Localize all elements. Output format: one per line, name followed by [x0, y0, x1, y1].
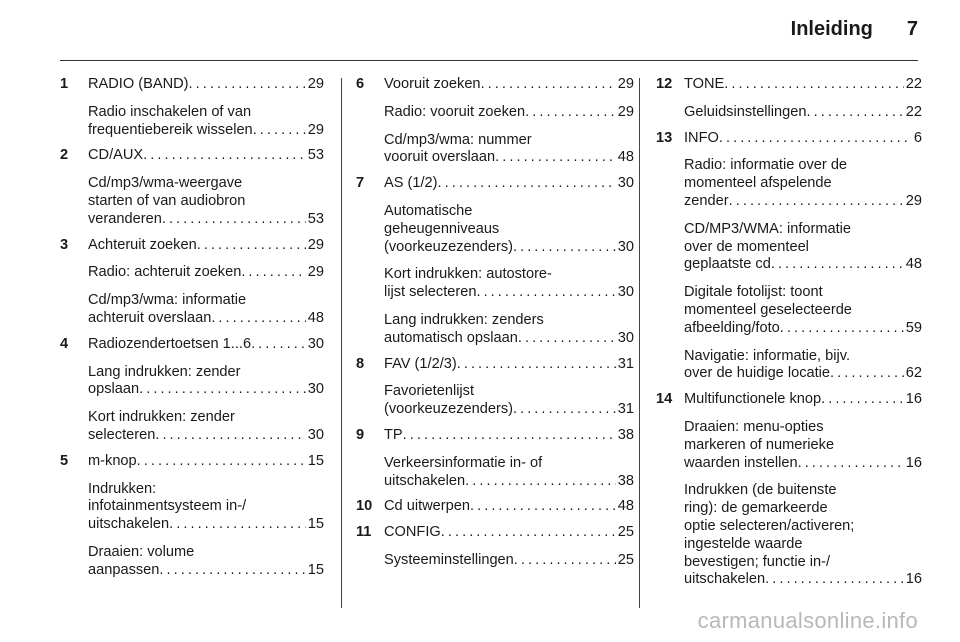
page-header — [791, 18, 918, 41]
entry-text: automatisch opslaan — [384, 329, 518, 346]
sub-entry — [88, 481, 324, 534]
entry-line — [88, 76, 324, 94]
entry-text: Digitale fotolijst: toont — [684, 284, 823, 301]
page-reference: 48 — [617, 498, 634, 515]
dot-leader — [771, 256, 904, 274]
dot-leader — [169, 516, 306, 534]
entry-text: Achteruit zoeken — [88, 236, 197, 253]
entry-line — [684, 536, 922, 554]
entry-line — [88, 516, 324, 534]
entry-text: m-knop — [88, 452, 137, 469]
dot-leader — [162, 211, 306, 229]
index-entry — [356, 356, 634, 419]
entry-line — [684, 437, 922, 455]
dot-leader — [253, 122, 306, 140]
entry-line — [684, 419, 922, 437]
entry-body — [88, 453, 324, 580]
page-reference: 15 — [307, 452, 324, 469]
entry-line — [88, 336, 324, 354]
entry-text: Cd/mp3/wma-weergave — [88, 175, 243, 192]
entry-number: 8 — [356, 355, 365, 372]
page-reference: 38 — [617, 426, 634, 443]
page-reference: 29 — [905, 192, 922, 209]
entry-text: Kort indrukken: zender — [88, 409, 235, 426]
sub-entry — [684, 482, 922, 589]
entry-body — [88, 336, 324, 445]
watermark: carmanualsonline.info — [697, 608, 918, 633]
entry-line — [384, 149, 634, 167]
page-reference: 59 — [905, 319, 922, 336]
entry-text: Kort indrukken: autostore- — [384, 266, 552, 283]
entry-line — [88, 193, 324, 211]
entry-text: Navigatie: informatie, bijv. — [684, 347, 851, 364]
entry-body — [88, 76, 324, 139]
index-entry — [60, 76, 324, 139]
page-reference: 53 — [307, 147, 324, 164]
entry-text: TONE — [684, 76, 725, 92]
page-reference: 30 — [307, 381, 324, 398]
column-divider — [341, 78, 342, 608]
page-reference: 29 — [307, 264, 324, 281]
entry-line — [88, 409, 324, 427]
dot-leader — [495, 149, 616, 167]
dot-leader — [514, 552, 616, 570]
dot-leader — [143, 147, 306, 165]
entry-line — [684, 482, 922, 500]
entry-text: momenteel geselecteerde — [684, 301, 852, 318]
entry-text: CONFIG — [384, 524, 441, 541]
entry-number: 5 — [60, 452, 69, 469]
dot-leader — [403, 427, 616, 445]
index-entry — [60, 453, 324, 580]
dot-leader — [457, 356, 616, 374]
entry-text: over de momenteel — [684, 238, 809, 255]
entry-line — [684, 221, 922, 239]
page-reference: 48 — [905, 256, 922, 273]
entry-line — [384, 203, 634, 221]
entry-text: opslaan — [88, 381, 140, 398]
entry-line — [384, 383, 634, 401]
entry-body — [684, 391, 922, 589]
sub-entry — [684, 284, 922, 337]
sub-entry — [88, 104, 324, 140]
dot-leader — [211, 310, 305, 328]
entry-text: ingestelde waarde — [684, 535, 803, 552]
entry-body — [384, 498, 634, 516]
sub-entry — [88, 292, 324, 328]
sub-entry — [88, 409, 324, 445]
page-reference: 29 — [617, 76, 634, 92]
entry-text: geplaatste cd — [684, 256, 771, 273]
entry-text: Vooruit zoeken — [384, 76, 481, 92]
sub-entry — [384, 104, 634, 122]
entry-text: uitschakelen — [88, 516, 170, 533]
entry-text: veranderen — [88, 210, 162, 227]
entry-line — [88, 175, 324, 193]
entry-line — [88, 237, 324, 255]
entry-text: CD/MP3/WMA: informatie — [684, 220, 852, 237]
dot-leader — [481, 76, 616, 94]
page-reference: 16 — [905, 391, 922, 408]
entry-line — [384, 104, 634, 122]
entry-line — [88, 562, 324, 580]
entry-line — [684, 455, 922, 473]
entry-text: Systeeminstellingen — [384, 551, 514, 568]
sub-entry — [88, 544, 324, 580]
entry-text: aanpassen — [88, 561, 160, 578]
dot-leader — [729, 193, 904, 211]
entry-line — [384, 132, 634, 150]
entry-line — [684, 130, 922, 148]
sub-entry — [684, 419, 922, 472]
entry-number: 12 — [656, 76, 673, 92]
entry-text: uitschakelen — [684, 571, 766, 588]
index-column-3 — [656, 76, 922, 597]
entry-text: momenteel afspelende — [684, 175, 832, 192]
entry-line — [384, 473, 634, 491]
entry-text: waarden instellen — [684, 454, 798, 471]
sub-entry — [684, 157, 922, 210]
entry-line — [384, 330, 634, 348]
entry-line — [684, 76, 922, 94]
page-reference: 22 — [905, 76, 922, 92]
page-reference: 25 — [617, 551, 634, 568]
entry-line — [384, 76, 634, 94]
entry-text: lijst selecteren — [384, 284, 477, 301]
sub-entry — [384, 203, 634, 256]
page-reference: 25 — [617, 524, 634, 541]
sub-entry — [684, 221, 922, 274]
index-entry — [60, 237, 324, 328]
entry-line — [684, 391, 922, 409]
entry-line — [88, 122, 324, 140]
sub-entry — [384, 552, 634, 570]
index-entry — [356, 175, 634, 347]
entry-text: Cd uitwerpen — [384, 498, 470, 515]
dot-leader — [765, 571, 904, 589]
entry-line — [684, 302, 922, 320]
index-entry — [356, 76, 634, 167]
entry-line — [684, 193, 922, 211]
page-reference: 15 — [307, 561, 324, 578]
dot-leader — [137, 453, 306, 471]
entry-line — [384, 427, 634, 445]
column-divider — [639, 78, 640, 608]
entry-text: Radiozendertoetsen 1...6 — [88, 335, 252, 352]
entry-text: Verkeersinformatie in- of — [384, 454, 543, 471]
entry-text: bevestigen; functie in-/ — [684, 553, 831, 570]
entry-text: (voorkeuzezenders) — [384, 238, 513, 255]
entry-text: INFO — [684, 129, 719, 146]
entry-number: 7 — [356, 175, 365, 192]
sub-entry — [384, 312, 634, 348]
entry-line — [384, 455, 634, 473]
entry-line — [88, 381, 324, 399]
entry-line — [384, 498, 634, 516]
dot-leader — [139, 381, 306, 399]
dot-leader — [251, 336, 306, 354]
entry-body — [384, 76, 634, 167]
entry-text: Radio: achteruit zoeken — [88, 264, 242, 281]
page-reference: 31 — [617, 401, 634, 418]
page-reference: 29 — [307, 121, 324, 138]
page-reference: 30 — [617, 238, 634, 255]
page-title: Inleiding — [790, 18, 873, 40]
entry-line — [384, 356, 634, 374]
entry-text: zender — [684, 192, 729, 209]
entry-line — [684, 554, 922, 572]
sub-entry — [684, 348, 922, 384]
entry-line — [88, 264, 324, 282]
page-reference: 48 — [307, 309, 324, 326]
dot-leader — [189, 76, 306, 94]
entry-text: markeren of numerieke — [684, 436, 835, 453]
entry-line — [384, 312, 634, 330]
dot-leader — [821, 391, 904, 409]
entry-line — [684, 571, 922, 589]
entry-line — [88, 364, 324, 382]
entry-line — [384, 284, 634, 302]
sub-entry — [88, 264, 324, 282]
entry-body — [684, 76, 922, 122]
dot-leader — [155, 427, 305, 445]
entry-line — [88, 498, 324, 516]
entry-body — [384, 175, 634, 347]
entry-number: 10 — [356, 498, 373, 515]
entry-number: 6 — [356, 76, 365, 92]
entry-text: Multifunctionele knop — [684, 391, 822, 408]
entry-body — [384, 524, 634, 570]
entry-line — [684, 239, 922, 257]
page-reference: 29 — [307, 76, 324, 92]
page-reference: 30 — [617, 329, 634, 346]
entry-line — [88, 292, 324, 310]
sub-entry — [684, 104, 922, 122]
page-reference: 53 — [307, 210, 324, 227]
entry-text: FAV (1/2/3) — [384, 355, 457, 372]
dot-leader — [719, 130, 912, 148]
entry-line — [88, 147, 324, 165]
entry-text: geheugenniveaus — [384, 220, 500, 237]
dot-leader — [470, 498, 616, 516]
page-reference: 30 — [617, 284, 634, 301]
entry-number: 11 — [356, 524, 372, 541]
entry-text: Radio: vooruit zoeken — [384, 103, 526, 120]
entry-text: selecteren — [88, 426, 156, 443]
entry-line — [88, 310, 324, 328]
dot-leader — [241, 264, 305, 282]
entry-line — [88, 427, 324, 445]
entry-text: Favorietenlijst — [384, 383, 475, 400]
index-column-1 — [60, 76, 324, 588]
entry-text: Draaien: volume — [88, 543, 195, 560]
index-entry — [356, 498, 634, 516]
page-reference: 29 — [617, 103, 634, 120]
entry-text: afbeelding/foto — [684, 319, 780, 336]
entry-line — [684, 320, 922, 338]
entry-text: (voorkeuzezenders) — [384, 401, 513, 418]
entry-line — [384, 266, 634, 284]
dot-leader — [476, 284, 615, 302]
page-reference: 48 — [617, 149, 634, 166]
dot-leader — [780, 320, 904, 338]
entry-text: Draaien: menu-opties — [684, 418, 824, 435]
entry-line — [384, 239, 634, 257]
entry-line — [384, 221, 634, 239]
entry-text: optie selecteren/activeren; — [684, 517, 855, 534]
entry-line — [684, 256, 922, 274]
entry-line — [88, 104, 324, 122]
page-reference: 16 — [905, 454, 922, 471]
entry-text: frequentiebereik wisselen — [88, 121, 253, 138]
page-reference: 38 — [617, 472, 634, 489]
entry-line — [384, 524, 634, 542]
entry-text: Radio: informatie over de — [684, 157, 848, 174]
sub-entry — [88, 364, 324, 400]
entry-line — [684, 157, 922, 175]
entry-text: starten of van audiobron — [88, 192, 246, 209]
index-entry — [60, 147, 324, 228]
sub-entry — [384, 266, 634, 302]
dot-leader — [441, 524, 616, 542]
page-reference: 22 — [905, 103, 922, 120]
entry-body — [384, 356, 634, 419]
dot-leader — [438, 175, 616, 193]
dot-leader — [724, 76, 903, 94]
entry-line — [684, 500, 922, 518]
sub-entry — [384, 455, 634, 491]
page-reference: 16 — [905, 571, 922, 588]
dot-leader — [518, 330, 616, 348]
dot-leader — [525, 104, 616, 122]
sub-entry — [384, 383, 634, 419]
entry-text: Cd/mp3/wma: informatie — [88, 292, 247, 309]
page-reference: 62 — [905, 365, 922, 382]
entry-number: 4 — [60, 335, 69, 352]
dot-leader — [197, 237, 306, 255]
sub-entry — [88, 175, 324, 228]
index-entry — [356, 524, 634, 570]
entry-line — [684, 348, 922, 366]
index-column-2 — [356, 76, 634, 578]
index-entry — [656, 391, 922, 589]
dot-leader — [830, 365, 904, 383]
page-reference: 6 — [913, 129, 922, 146]
index-entry — [656, 76, 922, 122]
entry-text: TP — [384, 426, 403, 443]
dot-leader — [465, 473, 616, 491]
dot-leader — [513, 239, 616, 257]
page-reference: 30 — [307, 426, 324, 443]
entry-line — [684, 175, 922, 193]
entry-line — [384, 552, 634, 570]
entry-line — [684, 104, 922, 122]
entry-text: AS (1/2) — [384, 175, 438, 192]
sub-entry — [384, 132, 634, 168]
dot-leader — [159, 562, 305, 580]
entry-body — [88, 147, 324, 228]
dot-leader — [807, 104, 904, 122]
entry-line — [88, 453, 324, 471]
entry-line — [684, 365, 922, 383]
entry-body — [684, 130, 922, 384]
entry-number: 14 — [656, 391, 673, 408]
entry-text: Geluidsinstellingen — [684, 103, 807, 120]
entry-line — [88, 544, 324, 562]
entry-number: 13 — [656, 129, 673, 146]
page-reference: 31 — [617, 355, 634, 372]
entry-body — [88, 237, 324, 328]
entry-text: Radio inschakelen of van — [88, 103, 252, 120]
page-reference: 30 — [617, 175, 634, 192]
entry-line — [384, 175, 634, 193]
entry-text: Lang indrukken: zenders — [384, 311, 544, 328]
entry-line — [88, 211, 324, 229]
entry-text: uitschakelen — [384, 472, 466, 489]
page-reference: 30 — [307, 335, 324, 352]
entry-line — [684, 284, 922, 302]
dot-leader — [513, 401, 616, 419]
entry-text: Lang indrukken: zender — [88, 363, 241, 380]
entry-text: Indrukken: — [88, 480, 157, 497]
entry-text: CD/AUX — [88, 147, 144, 164]
page-number: 7 — [906, 18, 918, 40]
entry-line — [684, 518, 922, 536]
dot-leader — [798, 455, 904, 473]
entry-text: Cd/mp3/wma: nummer — [384, 131, 532, 148]
entry-text: infotainmentsysteem in-/ — [88, 498, 247, 515]
index-entry — [60, 336, 324, 445]
entry-line — [88, 481, 324, 499]
entry-text: Automatische — [384, 202, 473, 219]
entry-body — [384, 427, 634, 490]
entry-text: vooruit overslaan — [384, 149, 496, 166]
page-reference: 29 — [307, 236, 324, 253]
entry-number: 9 — [356, 426, 365, 443]
entry-number: 1 — [60, 76, 69, 92]
entry-text: achteruit overslaan — [88, 309, 212, 326]
entry-text: over de huidige locatie — [684, 365, 831, 382]
header-rule — [60, 60, 918, 61]
entry-text: RADIO (BAND) — [88, 76, 189, 92]
index-entry — [656, 130, 922, 384]
entry-text: ring): de gemarkeerde — [684, 500, 828, 517]
entry-number: 3 — [60, 236, 69, 253]
index-entry — [356, 427, 634, 490]
entry-number: 2 — [60, 147, 69, 164]
entry-text: Indrukken (de buitenste — [684, 482, 837, 499]
entry-line — [384, 401, 634, 419]
page-reference: 15 — [307, 516, 324, 533]
